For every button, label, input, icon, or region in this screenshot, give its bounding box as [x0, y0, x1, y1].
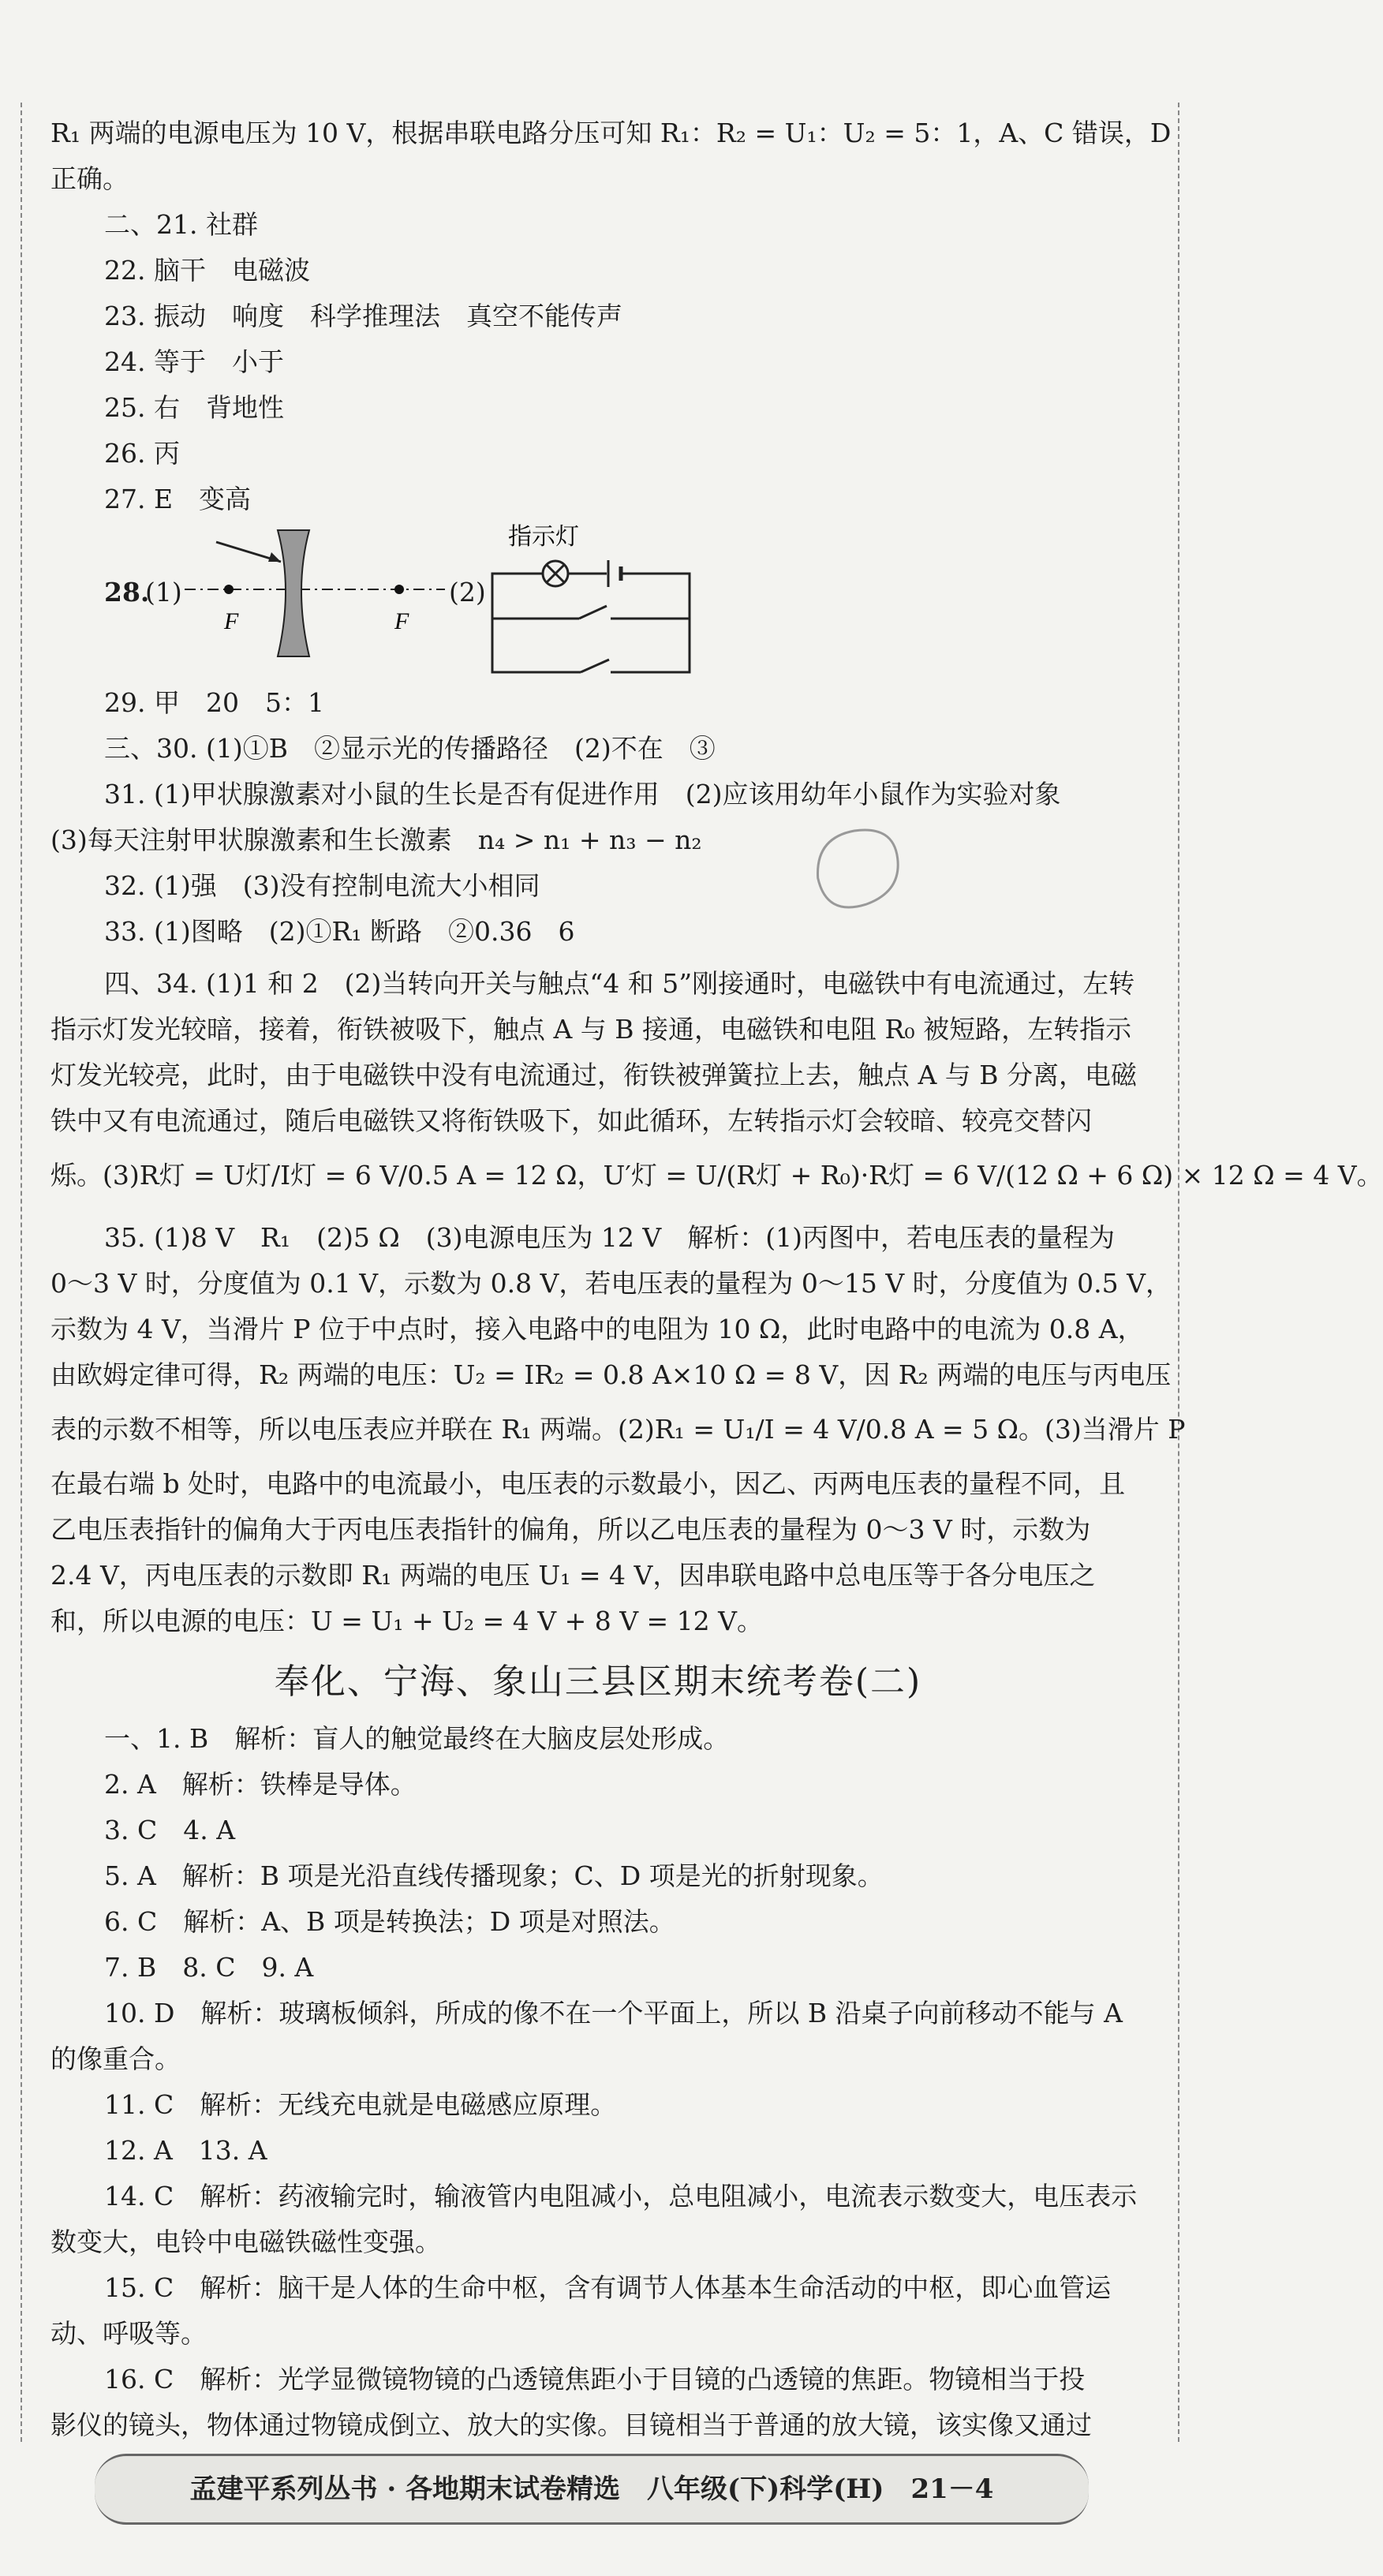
answer-item: 22. 脑干 电磁波	[104, 255, 310, 286]
q35-line: 在最右端 b 处时，电路中的电流最小，电压表的示数最小，因乙、丙两电压表的量程不同，且	[50, 1468, 1126, 1499]
q35-line: 35. (1)8 V R₁ (2)5 Ω (3)电源电压为 12 V 解析：(1)丙图中，若电压表的量程为	[104, 1222, 1115, 1253]
q34-line: 铁中又有电流通过，随后电磁铁又将衔铁吸下，如此循环，左转指示灯会较暗、较亮交替闪	[50, 1105, 1092, 1136]
answer-item: 33. (1)图略 (2)①R₁ 断路 ②0.36 6	[104, 916, 575, 947]
switch-icon	[579, 606, 607, 619]
circuit-frame	[492, 574, 690, 672]
answer-item: 27. E 变高	[104, 484, 252, 514]
q28-number: 28.	[104, 577, 150, 608]
q35-line: 表的示数不相等，所以电压表应并联在 R₁ 两端。(2)R₁ = U₁/I = 4 V/0.8 A = 5 Ω。(3)当滑片 P	[50, 1414, 1186, 1445]
q35-line: 由欧姆定律可得，R₂ 两端的电压：U₂ = IR₂ = 0.8 A×10 Ω = 8 V，因 R₂ 两端的电压与丙电压	[50, 1359, 1172, 1390]
answer-item: 15. C 解析：脑干是人体的生命中枢，含有调节人体基本生命活动的中枢，即心血管运	[104, 2272, 1112, 2303]
q28-part2-label: (2)	[449, 577, 486, 608]
page-footer: 孟建平系列丛书 · 各地期末试卷精选 八年级(下)科学(H) 21－4	[95, 2454, 1089, 2525]
q35-line: 示数为 4 V，当滑片 P 位于中点时，接入电路中的电阻为 10 Ω，此时电路中的电流为 0.8 A，	[50, 1314, 1144, 1344]
answer-item: 14. C 解析：药液输完时，输液管内电阻减小，总电阻减小，电流表示数变大，电压表示	[104, 2181, 1138, 2211]
answer-content	[50, 110, 1383, 1644]
focus-label-left: F	[224, 608, 239, 634]
answer-item: 影仪的镜头，物体通过物镜成倒立、放大的实像。目镜相当于普通的放大镜，该实像又通过	[50, 2410, 1092, 2440]
right-binding-line	[1178, 103, 1179, 2442]
focus-point-right	[394, 585, 404, 594]
q35-line: 0～3 V 时，分度值为 0.1 V，示数为 0.8 V，若电压表的量程为 0～15 V 时，分度值为 0.5 V，	[50, 1268, 1172, 1299]
q35-line: 乙电压表指针的偏角大于丙电压表指针的偏角，所以乙电压表的量程为 0～3 V 时，示数为	[50, 1514, 1091, 1545]
q34-line: 灯发光较亮，此时，由于电磁铁中没有电流通过，衔铁被弹簧拉上去，触点 A 与 B 分离，电磁	[50, 1060, 1138, 1090]
q34-line: 四、34. (1)1 和 2 (2)当转向开关与触点“4 和 5”刚接通时，电磁铁中有电流通过，左转	[104, 968, 1135, 999]
answer-item: 31. (1)甲状腺激素对小鼠的生长是否有促进作用 (2)应该用幼年小鼠作为实验对象	[104, 779, 1061, 809]
answer-item: 的像重合。	[50, 2043, 181, 2074]
focus-point-left	[224, 585, 234, 594]
answer-item: 三、30. (1)①B ②显示光的传播路径 (2)不在 ③	[104, 733, 716, 764]
answer-item: (3)每天注射甲状腺激素和生长激素 n₄ > n₁ + n₃ − n₂	[50, 824, 702, 855]
answer-item: 2. A 解析：铁棒是导体。	[104, 1769, 417, 1800]
text-line: R₁ 两端的电源电压为 10 V，根据串联电路分压可知 R₁：R₂ = U₁：U₂ = 5：1，A、C 错误，D	[50, 118, 1172, 148]
answer-item: 26. 丙	[104, 438, 180, 469]
answer-item: 5. A 解析：B 项是光沿直线传播现象；C、D 项是光的折射现象。	[104, 1860, 884, 1891]
answer-item: 32. (1)强 (3)没有控制电流大小相同	[104, 870, 540, 901]
concave-lens	[278, 530, 309, 656]
answer-item: 7. B 8. C 9. A	[104, 1952, 314, 1983]
section-title: 奉化、宁海、象山三县区期末统考卷(二)	[274, 1662, 922, 1702]
answer-item: 数变大，电铃中电磁铁磁性变强。	[50, 2226, 441, 2257]
focus-label-right: F	[394, 608, 409, 634]
answer-item: 动、呼吸等。	[50, 2318, 207, 2349]
answer-item: 16. C 解析：光学显微镜物镜的凸透镜焦距小于目镜的凸透镜的焦距。物镜相当于投	[104, 2364, 1086, 2395]
answer-item: 24. 等于 小于	[104, 346, 284, 377]
answer-item: 一、1. B 解析：盲人的触觉最终在大脑皮层处形成。	[104, 1723, 730, 1754]
q34-line: 指示灯发光较暗，接着，衔铁被吸下，触点 A 与 B 接通，电磁铁和电阻 R₀ 被短路，左转指示	[50, 1014, 1132, 1045]
q35-line: 2.4 V，丙电压表的示数即 R₁ 两端的电压 U₁ = 4 V，因串联电路中总电压等于各分电压之	[50, 1560, 1096, 1591]
q35-line: 和，所以电源的电压：U = U₁ + U₂ = 4 V + 8 V = 12 V。	[50, 1606, 763, 1636]
answer-item: 6. C 解析：A、B 项是转换法；D 项是对照法。	[104, 1906, 675, 1937]
indicator-lamp-label: 指示灯	[508, 523, 579, 551]
circuit-diagram	[477, 514, 713, 688]
answer-item: 11. C 解析：无线充电就是电磁感应原理。	[104, 2089, 617, 2120]
lens-diagram	[185, 522, 453, 680]
answer-item: 23. 振动 响度 科学推理法 真空不能传声	[104, 301, 622, 331]
answer-item: 3. C 4. A	[104, 1815, 236, 1845]
ray-arrow-icon	[268, 552, 281, 562]
answer-item: 25. 右 背地性	[104, 392, 284, 423]
stamp-seal-icon	[801, 821, 911, 915]
answer-item: 二、21. 社群	[104, 209, 258, 240]
answer-item: 10. D 解析：玻璃板倾斜，所成的像不在一个平面上，所以 B 沿桌子向前移动不能与 A	[104, 1998, 1123, 2028]
q28-row	[50, 522, 1139, 680]
q34-formula-line: 烁。(3)R灯 = U灯/I灯 = 6 V/0.5 A = 12 Ω，U′灯 = U/(R灯 + R₀)·R灯 = 6 V/(12 Ω + 6 Ω) × 12 Ω = 4 V。	[50, 1160, 1383, 1191]
answer-item: 29. 甲 20 5：1	[104, 687, 324, 718]
text-line: 正确。	[50, 163, 129, 194]
left-binding-line	[21, 103, 22, 2442]
part2-content	[50, 1716, 1139, 2448]
answer-item: 12. A 13. A	[104, 2135, 267, 2166]
q28-part1-label: (1)	[145, 577, 182, 608]
